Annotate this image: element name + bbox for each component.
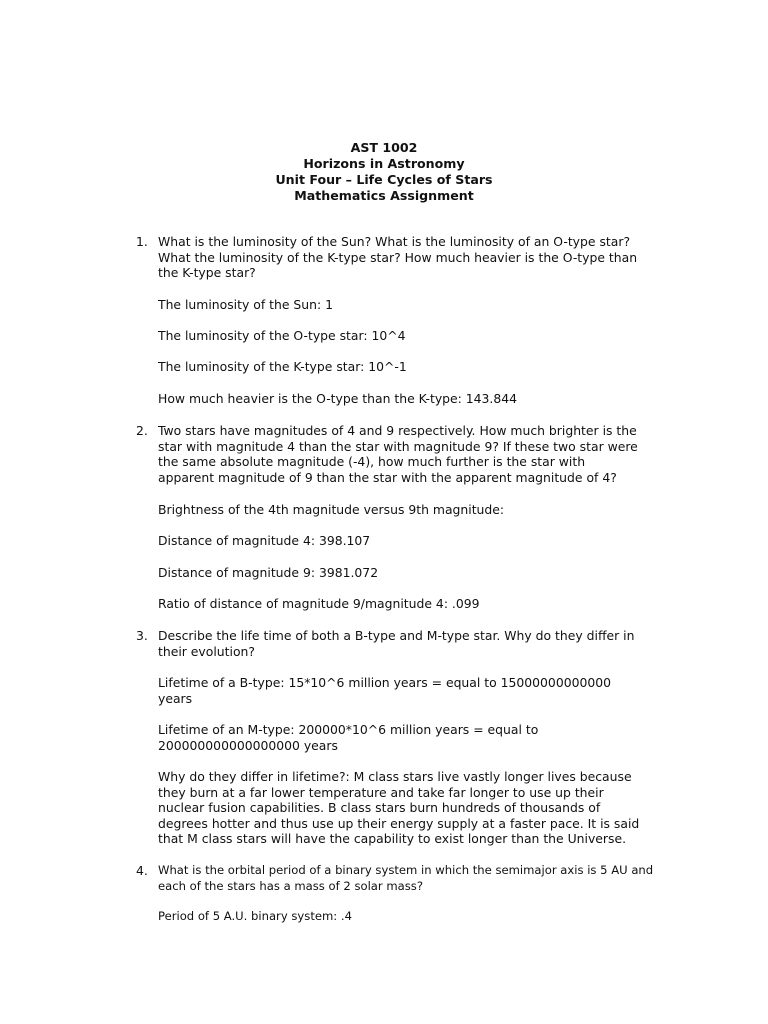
answer-paragraph	[158, 722, 658, 753]
answer-line: 200000000000000000 years	[158, 737, 338, 753]
question-1	[136, 234, 668, 281]
answer-paragraph	[158, 769, 658, 847]
question-number: 4.	[136, 863, 148, 878]
question-line: What the luminosity of the K-type star? How much heavier is the O-type than	[158, 249, 638, 265]
answer-line: Lifetime of an M-type: 200000*10^6 million years = equal to	[158, 722, 539, 737]
question-line: Two stars have magnitudes of 4 and 9 respectively. How much brighter is the	[158, 423, 637, 438]
question-line: What is the orbital period of a binary system in which the semimajor axis is 5 AU and	[158, 863, 654, 877]
answer-line: The luminosity of the Sun: 1	[158, 297, 333, 312]
answer-line: The luminosity of the K-type star: 10^-1	[158, 359, 407, 374]
answer-line: that M class stars will have the capability to exist longer than the Universe.	[158, 831, 627, 847]
question-2	[136, 423, 668, 485]
answer-line: Brightness of the 4th magnitude versus 9th magnitude:	[158, 502, 505, 517]
question-line: their evolution?	[158, 643, 255, 659]
answer-line: Distance of magnitude 4: 398.107	[158, 533, 371, 548]
answer-line: How much heavier is the O-type than the K-type: 143.844	[158, 391, 517, 406]
answer-line: Distance of magnitude 9: 3981.072	[158, 565, 379, 580]
answer-line: years	[158, 690, 193, 706]
question-line: What is the luminosity of the Sun? What is the luminosity of an O-type star?	[158, 234, 631, 249]
answer-line: they burn at a far lower temperature and take far longer to use up their	[158, 784, 604, 800]
question-line: Describe the life time of both a B-type and M-type star. Why do they differ in	[158, 628, 635, 643]
question-line: the same absolute magnitude (-4), how much further is the star with	[158, 454, 586, 470]
answer-line: Why do they differ in lifetime?: M class stars live vastly longer lives because	[158, 769, 632, 784]
answer-line: The luminosity of the O-type star: 10^4	[158, 328, 406, 343]
question-3	[136, 628, 668, 659]
question-line: star with magnitude 4 than the star with magnitude 9? If these two star were	[158, 438, 638, 454]
answer-line: Lifetime of a B-type: 15*10^6 million years = equal to 15000000000000	[158, 675, 612, 690]
question-line: apparent magnitude of 9 than the star with the apparent magnitude of 4?	[158, 469, 617, 485]
course-title: Horizons in Astronomy	[303, 156, 465, 171]
answer-line: Period of 5 A.U. binary system: .4	[158, 909, 352, 923]
question-line: the K-type star?	[158, 265, 256, 281]
unit-title: Unit Four – Life Cycles of Stars	[275, 172, 493, 187]
question-number: 3.	[136, 628, 148, 643]
course-code: AST 1002	[350, 140, 418, 155]
assignment-title: Mathematics Assignment	[294, 188, 474, 203]
question-number: 2.	[136, 423, 148, 438]
question-4	[136, 863, 668, 894]
answer-paragraph	[158, 675, 658, 706]
answer-line: degrees hotter and thus use up their energy supply at a faster pace. It is said	[158, 815, 640, 831]
answer-line: Ratio of distance of magnitude 9/magnitude 4: .099	[158, 596, 480, 611]
question-number: 1.	[136, 234, 148, 249]
answer-line: nuclear fusion capabilities. B class stars burn hundreds of thousands of	[158, 800, 601, 816]
document-header	[0, 140, 768, 204]
question-line: each of the stars has a mass of 2 solar mass?	[158, 878, 423, 893]
